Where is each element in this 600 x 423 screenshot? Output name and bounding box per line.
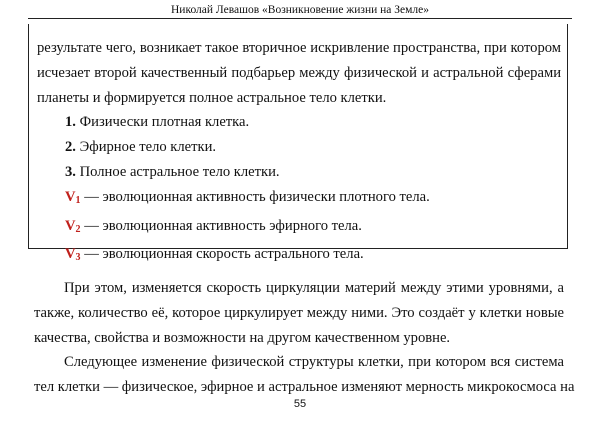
caption-intro-line: исчезает второй качественный подбарьер между физической и астральной сферами [37,64,561,81]
legend-item-text: Эфирное тело клетки. [79,139,217,156]
caption-intro-paragraph [37,36,561,110]
legend-item [37,135,561,160]
body-line: При этом, изменяется скорость циркуляции материй между этими уровнями, а [64,280,564,296]
body-line: Следующее изменение физической структуры клетки, при котором вся система [64,354,564,371]
body-paragraph [34,276,564,350]
velocity-description: — эволюционная активность физически плотного тела. [84,188,430,205]
caption-intro-line: планеты и формируется полное астральное тело клетки. [37,89,387,106]
body-line: качества, свойства и возможности на другом качественном уровне. [34,329,451,346]
running-title: Николай Левашов «Возникновение жизни на Земле» [170,4,429,16]
velocity-description: — эволюционная скорость астрального тела. [84,246,364,263]
velocity-legend-item [37,242,561,271]
page-number: 55 [293,398,307,410]
figure-legend-list [37,110,561,271]
body-line: тел клетки — физическое, эфирное и астральное изменяют мерность микрокосмоса на [34,379,575,396]
velocity-symbol: $V_2$ [65,217,81,235]
caption-intro-line: результате чего, возникает такое вторичное искривление пространства, при котором [37,40,561,56]
velocity-symbol: $V_3$ [65,246,81,264]
velocity-legend-item [37,214,561,243]
figure-caption-box [28,24,568,264]
legend-item-number: 1. [65,114,76,131]
running-header [28,3,572,19]
legend-item [37,110,561,135]
velocity-legend-item [37,185,561,214]
legend-item-text: Физически плотная клетка. [79,114,250,131]
velocity-symbol: $V_1$ [65,188,81,206]
velocity-description: — эволюционная активность эфирного тела. [84,217,362,234]
legend-item-number: 3. [65,163,76,180]
legend-item [37,160,561,185]
legend-item-text: Полное астральное тело клетки. [79,163,280,180]
legend-item-number: 2. [65,139,76,156]
body-paragraph [34,350,575,400]
body-text [34,276,575,400]
body-line: также, количество её, которое циркулирует между ними. Это создаёт у клетки новые [34,304,564,321]
